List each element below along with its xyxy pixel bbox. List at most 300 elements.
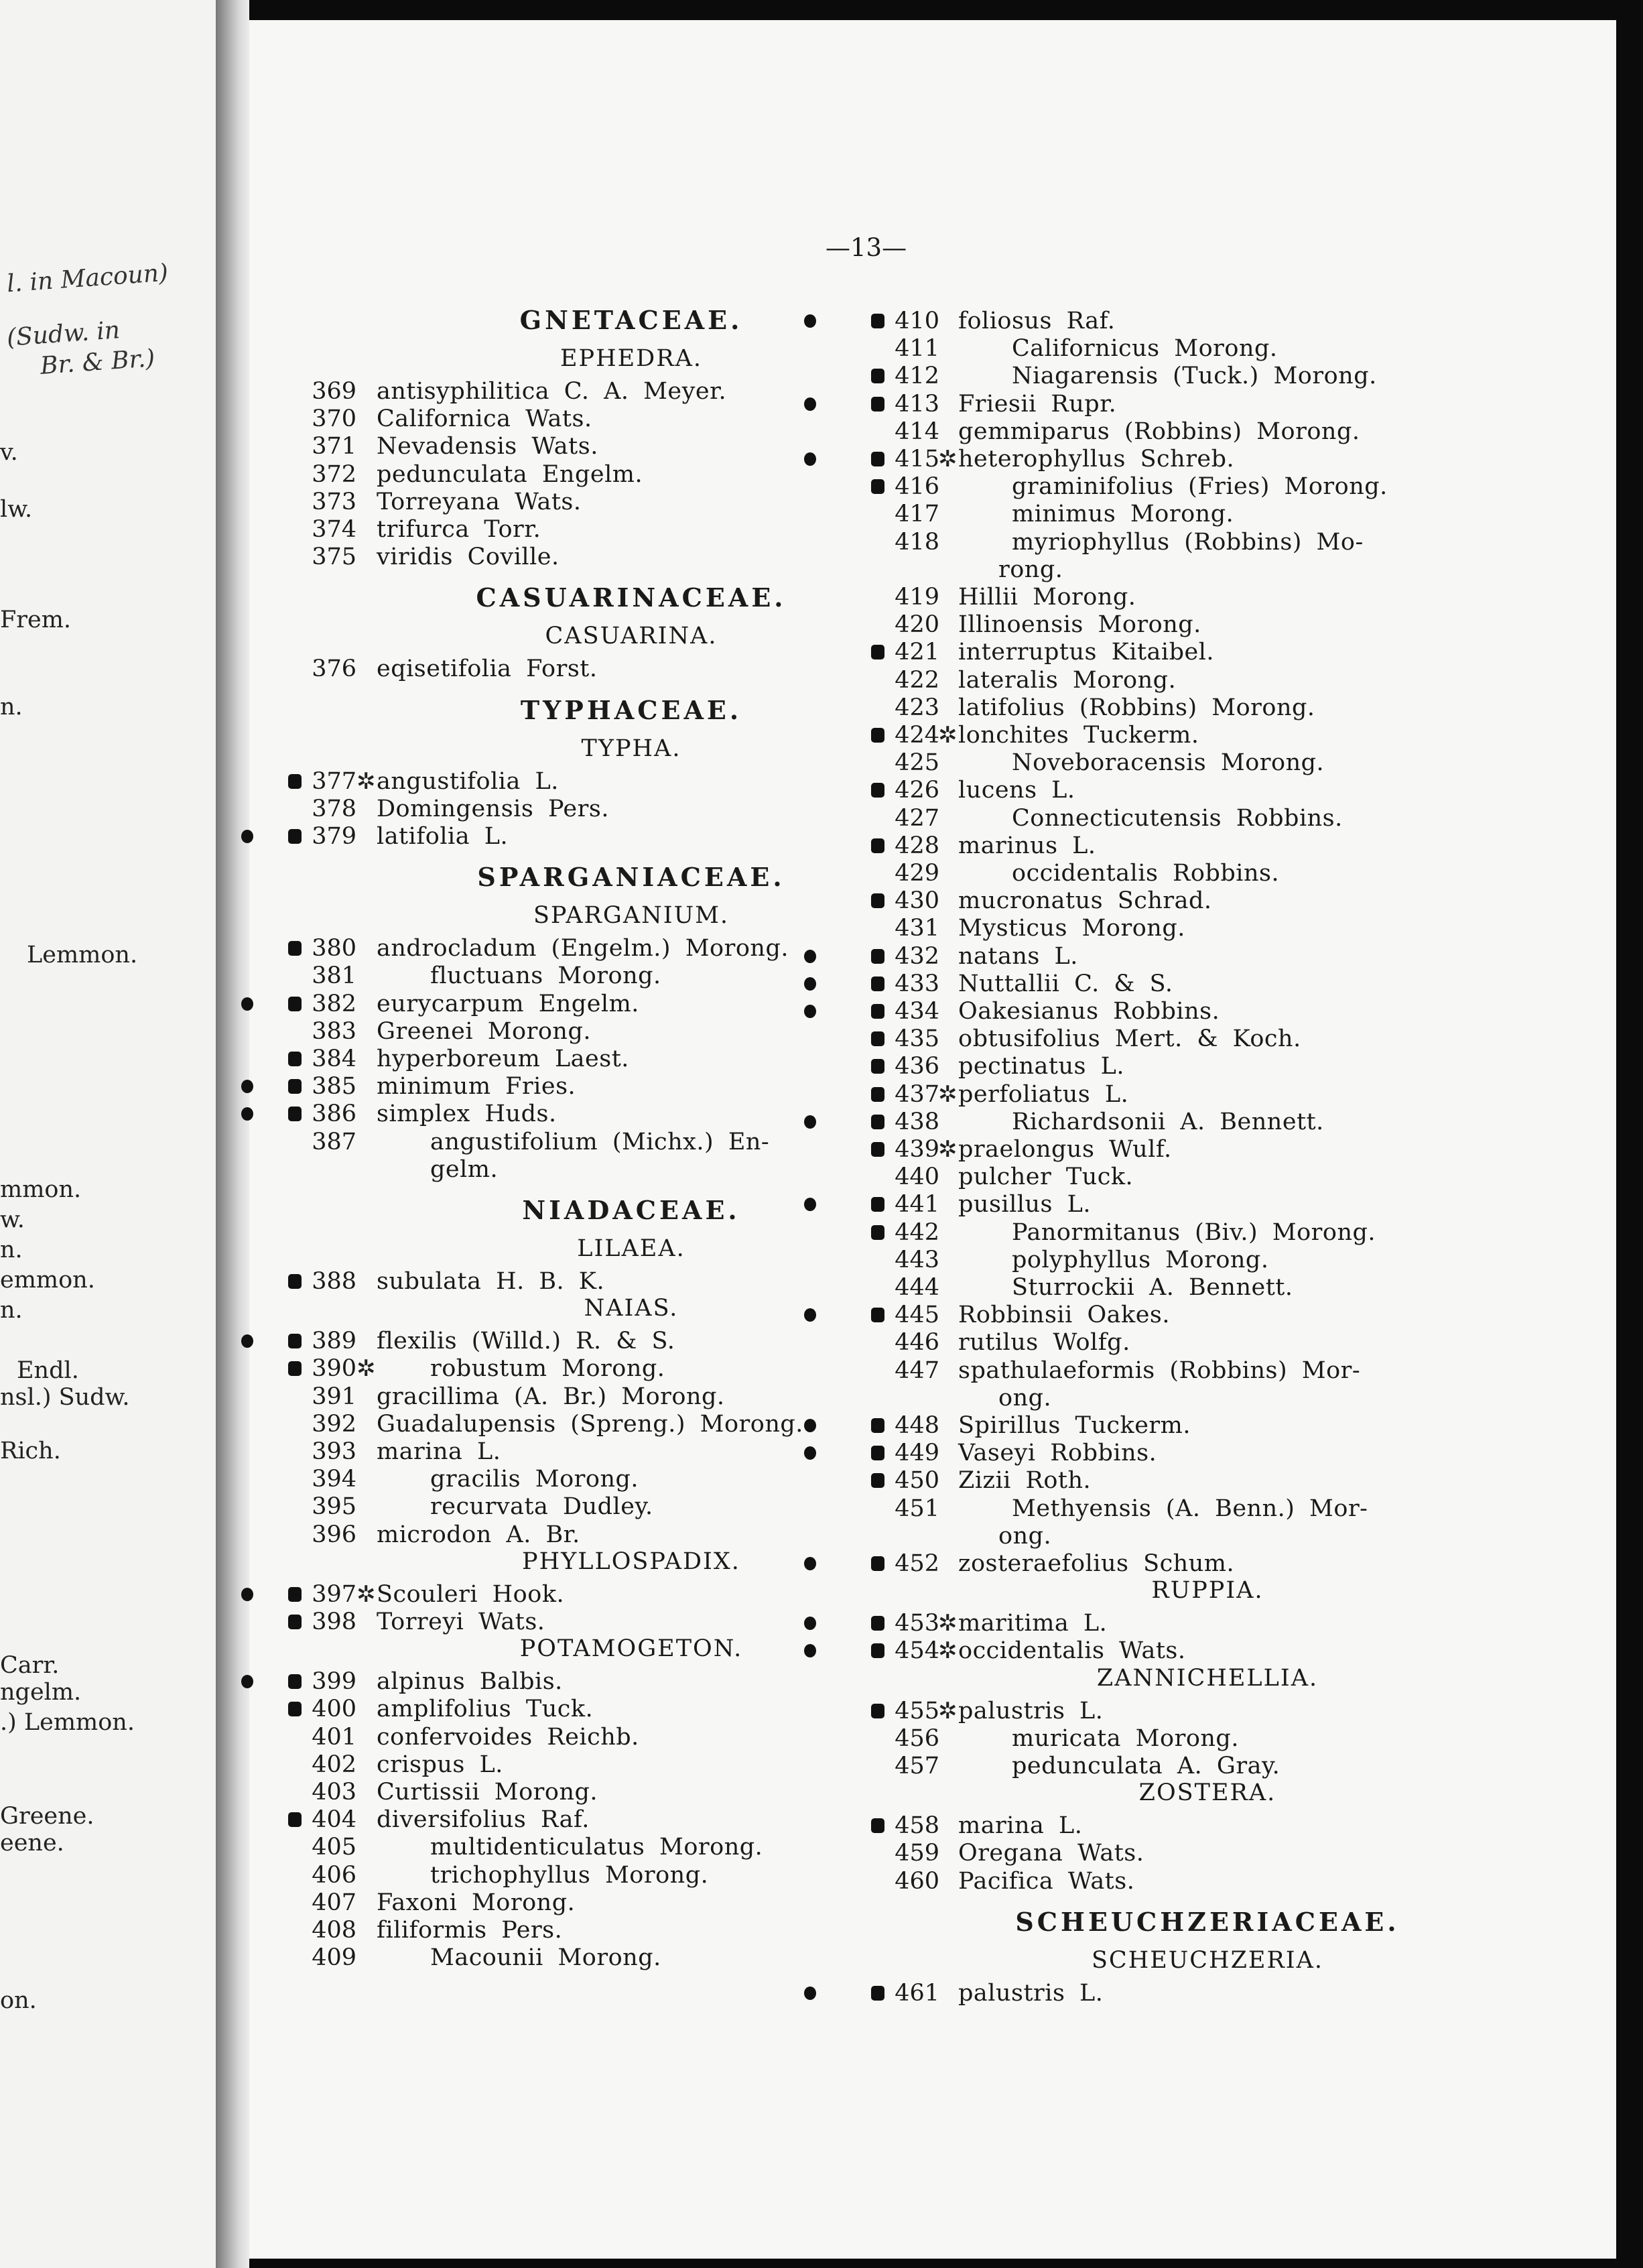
entry-text: flexilis (Willd.) R. & S.	[377, 1328, 675, 1355]
entry-number: 383	[312, 1017, 356, 1045]
bullet-dot-icon	[804, 397, 816, 411]
genus-heading: EPHEDRA.	[560, 345, 702, 372]
entry-text: trifurca Torr.	[377, 516, 541, 543]
entry-text: Noveboracensis Morong.	[1012, 749, 1325, 777]
entry-number: 448	[895, 1412, 939, 1439]
bullet-dot-icon	[804, 1115, 816, 1129]
entry-text: amplifolius Tuck.	[377, 1696, 594, 1723]
entry-text: recurvata Dudley.	[430, 1493, 653, 1521]
entry-number: 454	[895, 1637, 939, 1665]
genus-heading: TYPHA.	[581, 735, 681, 762]
species-entry	[249, 472, 1388, 501]
entry-text: microdon A. Br.	[377, 1521, 580, 1548]
entry-text: pectinatus L.	[958, 1053, 1124, 1080]
entry-text: latifolius (Robbins) Morong.	[958, 694, 1315, 721]
entry-text: perfoliatus L.	[958, 1080, 1129, 1108]
left-page-fragment: mmon.	[0, 1176, 82, 1203]
entry-number: 391	[312, 1383, 356, 1410]
entry-number: 427	[895, 804, 939, 832]
entry-text: Torreyi Wats.	[377, 1609, 545, 1635]
entry-text: Panormitanus (Biv.) Morong.	[1012, 1218, 1376, 1246]
entry-number: 370	[312, 405, 356, 433]
family-heading: SPARGANIACEAE.	[477, 862, 785, 893]
entry-number: 447	[895, 1357, 939, 1384]
entry-text: angustifolia L.	[377, 767, 559, 795]
entry-number: 437	[895, 1080, 939, 1108]
entry-number: 404	[312, 1806, 356, 1834]
bullet-dot-icon	[804, 1308, 816, 1322]
entry-text: rong.	[998, 556, 1063, 583]
entry-text: filiformis Pers.	[377, 1917, 563, 1944]
entry-number: 423	[895, 694, 939, 721]
star-stamp-icon: ✲	[356, 1355, 376, 1383]
entry-number: 386	[312, 1100, 356, 1128]
entry-text: angustifolium (Michx.) En-	[430, 1128, 770, 1155]
species-entry	[249, 832, 1096, 860]
species-entry	[249, 1218, 1376, 1247]
entry-text: Nuttallii C. & S.	[958, 970, 1173, 997]
entry-number: 459	[895, 1840, 939, 1867]
entry-number: 369	[312, 378, 356, 405]
entry-number: 378	[312, 795, 356, 822]
entry-number: 424	[895, 722, 939, 749]
entry-text: crispus L.	[377, 1751, 503, 1778]
species-entry	[249, 1778, 919, 1806]
entry-text: confervoides Reichb.	[377, 1723, 639, 1751]
species-entry	[249, 1025, 1301, 1053]
entry-text: Torreyana Wats.	[377, 488, 582, 515]
star-stamp-icon: ✲	[938, 1637, 958, 1665]
entry-number: 371	[312, 433, 356, 460]
species-entry	[249, 1411, 1191, 1440]
entry-number: 382	[312, 990, 356, 1017]
entry-text: alpinus Balbis.	[377, 1668, 563, 1696]
entry-number: 411	[895, 335, 939, 363]
species-entry	[249, 694, 1315, 722]
entry-text: Methyensis (A. Benn.) Mor-	[1012, 1495, 1368, 1522]
species-entry	[249, 1439, 1157, 1467]
species-entry	[249, 1080, 1129, 1109]
species-entry	[249, 1667, 919, 1696]
species-entry	[249, 418, 1360, 446]
bullet-dot-icon	[804, 314, 816, 328]
species-entry	[249, 1812, 1083, 1840]
species-entry	[249, 1466, 1092, 1495]
entry-number: 450	[895, 1467, 939, 1495]
entry-number: 461	[895, 1979, 939, 2007]
entry-text: gelm.	[430, 1155, 499, 1183]
entry-text: pulcher Tuck.	[958, 1163, 1134, 1191]
entry-text: heterophyllus Schreb.	[958, 446, 1235, 472]
species-entry	[249, 307, 1116, 335]
species-entry	[249, 997, 1220, 1025]
entry-number: 394	[312, 1466, 356, 1493]
entry-text: Sturrockii A. Bennett.	[1012, 1274, 1293, 1301]
entry-number: 385	[312, 1073, 356, 1100]
entry-text: Faxoni Morong.	[377, 1889, 576, 1916]
entry-number: 405	[312, 1834, 356, 1861]
entry-text: latifolia L.	[377, 823, 509, 850]
star-stamp-icon: ✲	[938, 1080, 958, 1108]
entry-number: 456	[895, 1724, 939, 1752]
entry-text: eurycarpum Engelm.	[377, 990, 639, 1017]
genus-heading: LILAEA.	[577, 1235, 685, 1262]
entry-text: palustris L.	[958, 1697, 1104, 1724]
entry-number: 440	[895, 1163, 939, 1191]
species-entry	[249, 1550, 1235, 1578]
entry-text: Friesii Rupr.	[958, 390, 1117, 418]
species-entry	[249, 445, 1235, 473]
entry-text: lonchites Tuckerm.	[958, 722, 1199, 749]
entry-text: ong.	[998, 1384, 1052, 1411]
entry-text: Scouleri Hook.	[377, 1580, 565, 1608]
bullet-dot-icon	[804, 950, 816, 963]
entry-number: 431	[895, 915, 939, 942]
page-number: —13—	[826, 233, 907, 262]
entry-number: 397	[312, 1580, 356, 1608]
entry-number: 452	[895, 1550, 939, 1577]
species-entry	[249, 914, 1185, 942]
entry-text: androcladum (Engelm.) Morong.	[377, 935, 789, 962]
entry-number: 414	[895, 418, 939, 445]
species-entry	[249, 749, 1325, 777]
entry-number: 449	[895, 1440, 939, 1467]
genus-heading: ZOSTERA.	[1138, 1779, 1276, 1807]
species-entry	[249, 1246, 1269, 1274]
species-entry	[249, 721, 1199, 749]
entry-number: 428	[895, 832, 939, 859]
entry-text: Illinoensis Morong.	[958, 611, 1201, 639]
entry-text: subulata H. B. K.	[377, 1268, 605, 1295]
entry-number: 390	[312, 1355, 356, 1383]
species-entry	[249, 887, 1212, 915]
entry-text: robustum Morong.	[430, 1355, 665, 1383]
book-gutter	[216, 0, 249, 2268]
entry-text: viridis Coville.	[377, 544, 560, 571]
left-page-fragment: emmon.	[0, 1267, 95, 1294]
entry-number: 380	[312, 935, 356, 962]
entry-number: 395	[312, 1493, 356, 1521]
species-entry	[249, 638, 1215, 666]
entry-number: 433	[895, 970, 939, 997]
entry-text: maritima L.	[958, 1610, 1108, 1637]
star-stamp-icon: ✲	[938, 1136, 958, 1163]
entry-text: Niagarensis (Tuck.) Morong.	[1012, 363, 1377, 390]
entry-number: 388	[312, 1268, 356, 1295]
species-entry	[249, 1495, 1368, 1523]
entry-text: Macounii Morong.	[430, 1944, 661, 1972]
entry-number: 379	[312, 823, 356, 850]
genus-heading: SCHEUCHZERIA.	[1091, 1946, 1324, 1974]
entry-text: foliosus Raf.	[958, 308, 1116, 334]
species-entry	[249, 1697, 1104, 1725]
left-page-fragment: Lemmon.	[27, 942, 138, 968]
entry-text: occidentalis Robbins.	[1012, 860, 1280, 887]
entry-text: polyphyllus Morong.	[1012, 1246, 1269, 1273]
entry-text: Hillii Morong.	[958, 584, 1136, 611]
entry-number: 402	[312, 1751, 356, 1778]
left-page-fragment: nsl.) Sudw.	[0, 1384, 130, 1411]
species-entry	[249, 1301, 1171, 1329]
species-entry	[249, 611, 1201, 639]
entry-number: 458	[895, 1812, 939, 1840]
entry-number: 443	[895, 1246, 939, 1273]
entry-text: fluctuans Morong.	[430, 962, 661, 990]
species-entry	[249, 390, 1117, 418]
bullet-dot-icon	[804, 1644, 816, 1657]
entry-number: 436	[895, 1053, 939, 1080]
entry-number: 421	[895, 639, 939, 666]
species-entry	[249, 1916, 919, 1944]
species-entry	[249, 1273, 1293, 1302]
entry-text: pedunculata A. Gray.	[1012, 1753, 1280, 1779]
entry-text: marinus L.	[958, 832, 1096, 859]
species-entry	[249, 1052, 1124, 1080]
star-stamp-icon: ✲	[356, 1580, 376, 1608]
entry-text: multidenticulatus Morong.	[430, 1834, 763, 1861]
species-entry	[249, 942, 1078, 970]
family-heading: CASUARINACEAE.	[476, 582, 787, 613]
species-entry	[249, 1724, 1239, 1753]
species-entry	[249, 1609, 1108, 1637]
entry-text: eqisetifolia Forst.	[377, 655, 598, 683]
entry-text: ong.	[998, 1522, 1052, 1550]
entry-text: Californicus Morong.	[1012, 335, 1278, 363]
species-entry	[249, 859, 1280, 887]
entry-text: diversifolius Raf.	[377, 1806, 590, 1834]
entry-number: 374	[312, 516, 356, 543]
left-page-fragment: eene.	[0, 1830, 64, 1856]
bullet-dot-icon	[804, 1446, 816, 1460]
bullet-dot-icon	[804, 1419, 816, 1432]
left-page-fragment: n.	[0, 1297, 23, 1324]
entry-number: 420	[895, 611, 939, 639]
entry-number: 460	[895, 1867, 939, 1895]
entry-text: antisyphilitica C. A. Meyer.	[377, 378, 727, 405]
bullet-dot-icon	[804, 452, 816, 466]
entry-text: muricata Morong.	[1012, 1724, 1239, 1752]
entry-number: 419	[895, 584, 939, 611]
entry-text: obtusifolius Mert. & Koch.	[958, 1025, 1301, 1053]
species-entry	[249, 1163, 1134, 1191]
entry-text: Oakesianus Robbins.	[958, 998, 1220, 1025]
species-entry	[249, 1637, 1186, 1665]
entry-number: 396	[312, 1521, 356, 1548]
entry-number: 409	[312, 1944, 356, 1972]
entry-text: Connecticutensis Robbins.	[1012, 804, 1343, 832]
bullet-dot-icon	[804, 1005, 816, 1018]
left-page-fragment: Frem.	[0, 607, 72, 633]
handwritten-note: (Sudw. in	[5, 316, 121, 352]
entry-number: 389	[312, 1328, 356, 1355]
entry-number: 432	[895, 942, 939, 970]
entry-number: 417	[895, 501, 939, 528]
entry-text: Guadalupensis (Spreng.) Morong.	[377, 1410, 803, 1438]
entry-continuation	[249, 1384, 1052, 1412]
star-stamp-icon: ✲	[938, 1697, 958, 1724]
bullet-dot-icon	[804, 1617, 816, 1630]
entry-number: 406	[312, 1861, 356, 1889]
species-entry	[249, 500, 1234, 528]
entry-continuation	[249, 1522, 1052, 1550]
entry-text: lucens L.	[958, 777, 1075, 804]
entry-text: lateralis Morong.	[958, 666, 1177, 694]
entry-number: 441	[895, 1191, 939, 1218]
species-entry	[249, 1108, 1324, 1136]
entry-text: palustris L.	[958, 1979, 1104, 2007]
genus-heading: CASUARINA.	[545, 623, 718, 650]
entry-number: 401	[312, 1723, 356, 1751]
genus-heading: NAIAS.	[584, 1295, 679, 1322]
entry-number: 439	[895, 1136, 939, 1163]
left-page-fragment: w.	[0, 1206, 25, 1233]
species-entry	[249, 1944, 919, 1972]
handwritten-note: Br. & Br.)	[39, 344, 156, 380]
entry-number: 408	[312, 1917, 356, 1944]
species-entry	[249, 1135, 1172, 1163]
entry-text: praelongus Wulf.	[958, 1136, 1172, 1163]
entry-number: 413	[895, 390, 939, 418]
species-entry	[249, 334, 1278, 363]
entry-number: 435	[895, 1025, 939, 1053]
entry-text: rutilus Wolfg.	[958, 1329, 1130, 1357]
star-stamp-icon: ✲	[938, 446, 958, 472]
entry-text: graminifolius (Fries) Morong.	[1012, 473, 1388, 501]
entry-text: Robbinsii Oakes.	[958, 1302, 1171, 1329]
entry-number: 381	[312, 962, 356, 990]
entry-text: minimus Morong.	[1012, 501, 1234, 528]
entry-text: Curtissii Morong.	[377, 1779, 598, 1806]
entry-number: 444	[895, 1274, 939, 1301]
right-page	[249, 20, 1616, 2259]
entry-text: simplex Huds.	[377, 1100, 557, 1128]
genus-heading: SPARGANIUM.	[533, 902, 730, 930]
entry-text: gemmiparus (Robbins) Morong.	[958, 418, 1360, 445]
entry-number: 400	[312, 1696, 356, 1723]
left-page-fragment: v.	[0, 439, 18, 466]
entry-number: 416	[895, 473, 939, 501]
entry-number: 410	[895, 308, 939, 334]
entry-number: 376	[312, 655, 356, 683]
star-stamp-icon: ✲	[356, 767, 376, 795]
star-stamp-icon: ✲	[938, 1610, 958, 1637]
entry-text: marina L.	[958, 1812, 1083, 1840]
bullet-dot-icon	[804, 1557, 816, 1570]
entry-text: Pacifica Wats.	[958, 1867, 1135, 1895]
species-entry	[249, 1979, 1104, 2007]
entry-number: 442	[895, 1218, 939, 1246]
entry-text: Nevadensis Wats.	[377, 433, 598, 460]
species-entry	[249, 1580, 919, 1609]
entry-number: 377	[312, 767, 356, 795]
entry-number: 392	[312, 1410, 356, 1438]
left-page-fragment: Carr.	[0, 1652, 60, 1679]
species-entry	[249, 776, 1075, 804]
left-page-fragment: Endl.	[17, 1357, 79, 1384]
entry-number: 387	[312, 1128, 356, 1155]
genus-heading: RUPPIA.	[1151, 1577, 1264, 1604]
entry-text: hyperboreum Laest.	[377, 1046, 629, 1072]
entry-text: Domingensis Pers.	[377, 795, 609, 822]
entry-text: minimum Fries.	[377, 1073, 576, 1100]
species-entry	[249, 1752, 1280, 1780]
entry-text: Mysticus Morong.	[958, 915, 1185, 942]
entry-number: 412	[895, 363, 939, 390]
entry-text: myriophyllus (Robbins) Mo-	[1012, 528, 1364, 556]
entry-text: Zizii Roth.	[958, 1467, 1092, 1495]
star-stamp-icon: ✲	[938, 722, 958, 749]
entry-number: 426	[895, 777, 939, 804]
entry-number: 425	[895, 749, 939, 777]
species-entry	[249, 1357, 1361, 1385]
entry-text: interruptus Kitaibel.	[958, 639, 1215, 666]
species-entry	[249, 528, 1364, 556]
bullet-dot-icon	[804, 977, 816, 991]
species-entry	[249, 1839, 1144, 1867]
genus-heading: PHYLLOSPADIX.	[522, 1548, 740, 1575]
entry-text: Spirillus Tuckerm.	[958, 1412, 1191, 1439]
species-entry	[249, 362, 1377, 390]
entry-number: 438	[895, 1108, 939, 1135]
entry-number: 384	[312, 1046, 356, 1072]
entry-number: 415	[895, 446, 939, 472]
entry-number: 399	[312, 1668, 356, 1696]
left-page-fragment: lw.	[0, 496, 33, 523]
entry-text: pusillus L.	[958, 1191, 1091, 1218]
entry-number: 434	[895, 998, 939, 1025]
handwritten-note: l. in Macoun)	[5, 259, 170, 298]
left-page-fragment: ngelm.	[0, 1679, 82, 1706]
entry-text: Vaseyi Robbins.	[958, 1440, 1157, 1467]
species-entry	[249, 1328, 1130, 1357]
entry-number: 372	[312, 460, 356, 488]
left-page-fragment: on.	[0, 1987, 37, 2014]
entry-text: natans L.	[958, 942, 1078, 970]
entry-number: 430	[895, 887, 939, 915]
family-heading: SCHEUCHZERIACEAE.	[1015, 1906, 1400, 1937]
entry-number: 453	[895, 1610, 939, 1637]
left-page-edge	[0, 0, 216, 2268]
left-page-fragment: n.	[0, 694, 23, 720]
entry-number: 407	[312, 1889, 356, 1916]
entry-number: 373	[312, 488, 356, 515]
entry-number: 446	[895, 1329, 939, 1357]
genus-heading: POTAMOGETON.	[519, 1635, 743, 1663]
entry-text: mucronatus Schrad.	[958, 887, 1212, 915]
entry-text: Greenei Morong.	[377, 1017, 591, 1045]
left-page-fragment: Greene.	[0, 1803, 94, 1830]
entry-number: 403	[312, 1779, 356, 1806]
entry-text: spathulaeformis (Robbins) Mor-	[958, 1357, 1361, 1384]
entry-continuation	[249, 556, 1063, 584]
entry-number: 451	[895, 1495, 939, 1522]
entry-number: 429	[895, 860, 939, 887]
entry-number: 422	[895, 666, 939, 694]
entry-text: pedunculata Engelm.	[377, 460, 643, 488]
species-entry	[249, 970, 1173, 998]
entry-text: gracillima (A. Br.) Morong.	[377, 1383, 725, 1410]
entry-text: Oregana Wats.	[958, 1840, 1144, 1867]
bullet-dot-icon	[804, 1198, 816, 1211]
entry-text: occidentalis Wats.	[958, 1637, 1186, 1665]
entry-number: 455	[895, 1697, 939, 1724]
entry-text: gracilis Morong.	[430, 1466, 639, 1493]
entry-text: trichophyllus Morong.	[430, 1861, 709, 1889]
entry-number: 445	[895, 1302, 939, 1329]
bullet-dot-icon	[804, 1987, 816, 2000]
left-page-fragment: .) Lemmon.	[0, 1709, 135, 1736]
species-entry	[249, 583, 1136, 611]
